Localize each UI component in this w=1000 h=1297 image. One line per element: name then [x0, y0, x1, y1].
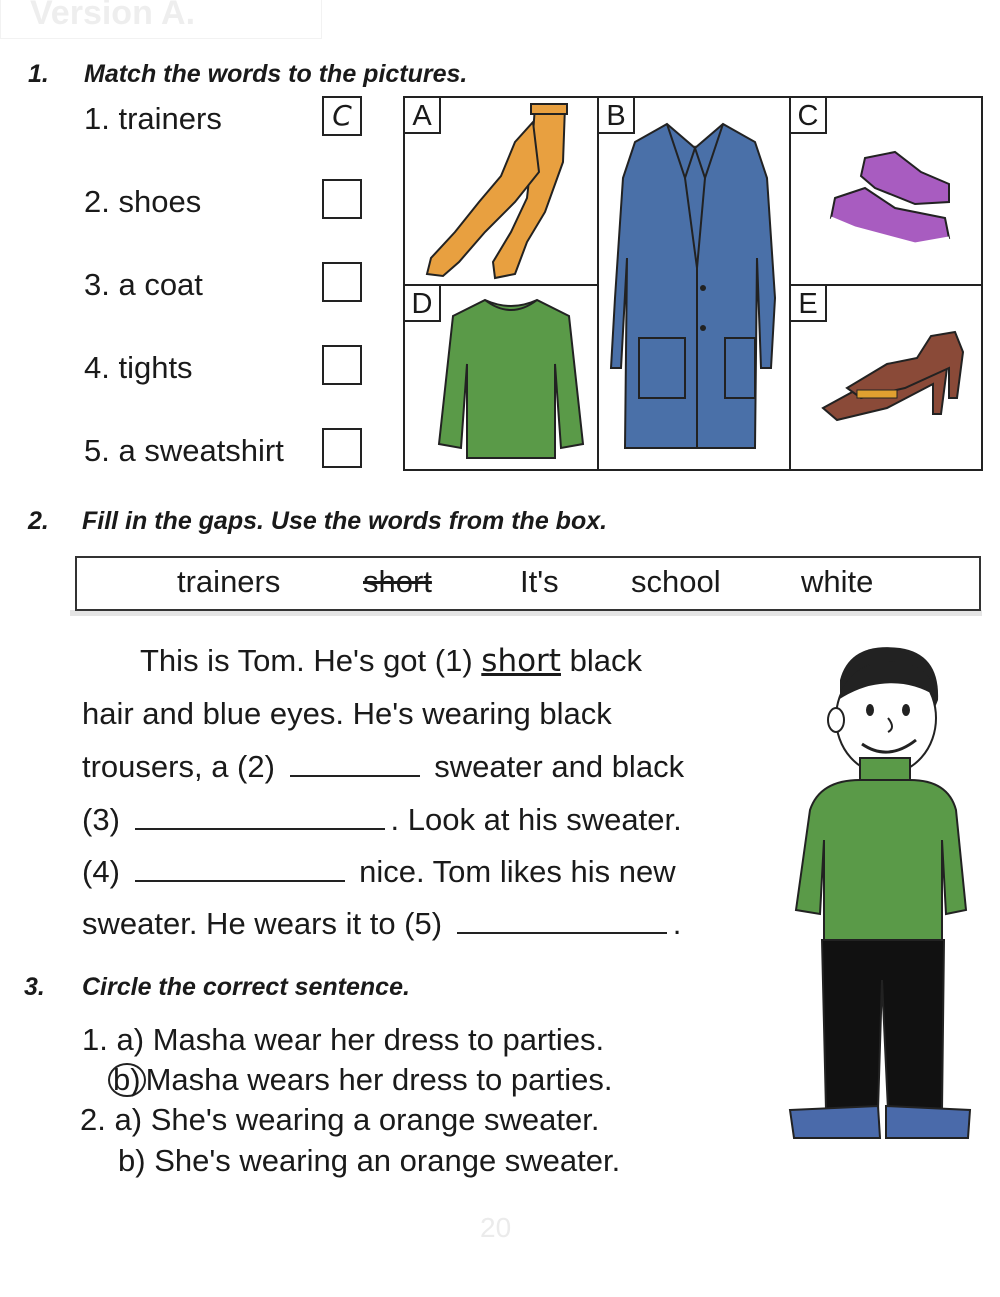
- match-item-2: 2. shoes: [84, 184, 202, 219]
- q1-option-a[interactable]: 1. a) Masha wear her dress to parties.: [82, 1022, 605, 1057]
- section1-number: 1.: [28, 60, 49, 88]
- match-item-4: 4. tights: [84, 350, 193, 385]
- section2-instruction: Fill in the gaps. Use the words from the box.: [82, 507, 608, 535]
- section3-instruction: Circle the correct sentence.: [82, 973, 410, 1001]
- paragraph-line-4: (3) . Look at his sweater.: [82, 802, 682, 837]
- paragraph-line-6: sweater. He wears it to (5) .: [82, 906, 682, 941]
- picture-grid: [403, 96, 983, 471]
- picture-label-d: D: [405, 286, 441, 322]
- boy-illustration: [780, 640, 980, 1142]
- bank-word-trainers: trainers: [177, 564, 281, 599]
- q1-option-b[interactable]: b) Masha wears her dress to parties.: [108, 1062, 613, 1098]
- gap-5-blank[interactable]: [457, 908, 667, 934]
- bank-word-white: white: [801, 564, 874, 599]
- picture-label-a: A: [405, 98, 441, 134]
- paragraph-line-3: trousers, a (2) sweater and black: [82, 749, 685, 784]
- shoes-icon: [817, 328, 967, 428]
- bank-word-short: short: [363, 564, 432, 599]
- bank-word-school: school: [631, 564, 721, 599]
- bank-word-its: It's: [520, 564, 559, 599]
- trainers-icon: [825, 148, 955, 258]
- section2-number: 2.: [28, 507, 49, 535]
- paragraph-line-5: (4) nice. Tom likes his new: [82, 854, 676, 889]
- match-item-5: 5. a sweatshirt: [84, 433, 284, 468]
- gap-4-blank[interactable]: [135, 856, 345, 882]
- section3-number: 3.: [24, 973, 45, 1001]
- section1-instruction: Match the words to the pictures.: [84, 60, 468, 88]
- page-number: 20: [480, 1212, 512, 1243]
- answer-box-1[interactable]: C: [322, 96, 362, 136]
- paragraph-line-2: hair and blue eyes. He's wearing black: [82, 696, 612, 731]
- gap-1-answer: short: [481, 643, 561, 679]
- sweatshirt-icon: [433, 294, 589, 464]
- gap-2-blank[interactable]: [290, 751, 420, 777]
- q2-option-a[interactable]: 2. a) She's wearing a orange sweater.: [80, 1102, 600, 1137]
- version-title: Version A.: [30, 0, 196, 32]
- answer-box-2[interactable]: [322, 179, 362, 219]
- answer-box-4[interactable]: [322, 345, 362, 385]
- answer-box-3[interactable]: [322, 262, 362, 302]
- word-bank-box: [75, 556, 981, 611]
- tights-icon: [415, 102, 591, 282]
- gap-3-blank[interactable]: [135, 804, 385, 830]
- match-item-1: 1. trainers: [84, 101, 222, 136]
- picture-label-b: B: [599, 98, 635, 134]
- answer-box-5[interactable]: [322, 428, 362, 468]
- circled-answer: b): [108, 1063, 146, 1097]
- picture-label-c: C: [791, 98, 827, 134]
- paragraph-line-1: This is Tom. He's got (1) short black: [140, 643, 642, 679]
- q2-option-b[interactable]: b) She's wearing an orange sweater.: [118, 1143, 621, 1178]
- picture-label-e: E: [791, 286, 827, 322]
- coat-icon: [605, 118, 785, 464]
- match-item-3: 3. a coat: [84, 267, 203, 302]
